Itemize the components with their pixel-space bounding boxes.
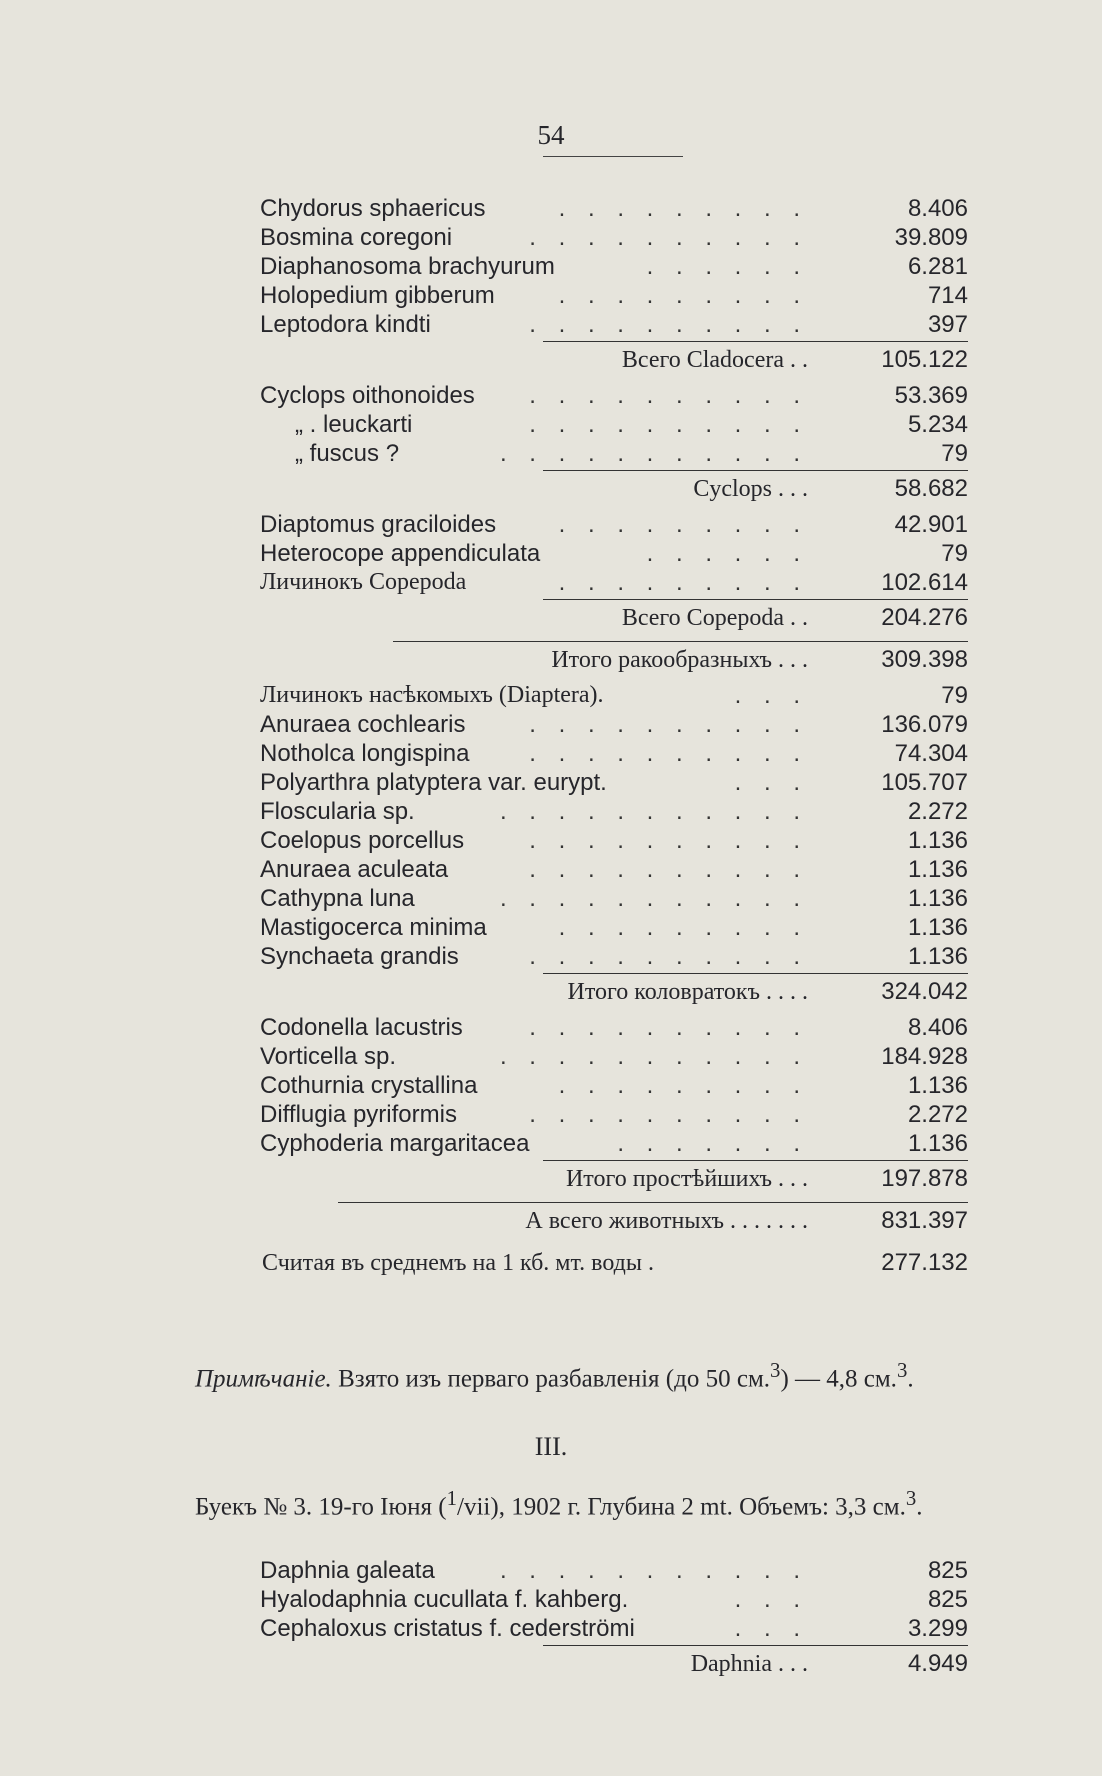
leader-dots: . . . . . . . . . . [529,740,808,767]
subtotal-row [260,1643,968,1685]
table-row [260,1013,968,1042]
count-value: 79 [941,682,968,709]
table-row [260,942,968,971]
subtotal-row [260,639,968,681]
note-sup-b: 3 [896,1358,908,1382]
leader-dots: . . . . . . . . . . . [499,440,808,467]
per-cubic-metre-row [260,1242,968,1284]
subtotal-label: Итого ракообразныхъ . . . [551,647,808,673]
species-name: Cephaloxus cristatus f. cederströmi [260,1615,635,1642]
footnote [195,1352,1040,1397]
subtotal-label: Daphnia . . . [690,1651,808,1677]
leader-dots: . . . . . . . . . . . [499,885,808,912]
buoy-frac-den: vii [463,1493,491,1521]
species-name: Vorticella sp. [260,1043,397,1070]
page-number-rule [543,156,683,157]
subtotal-value: 324.042 [881,978,968,1005]
subtotal-label: Всего Cladocera . . [621,347,808,373]
count-value: 1.136 [907,827,968,854]
table-row [260,710,968,739]
species-name: Daphnia galeata [260,1557,435,1584]
count-value: 397 [927,311,968,338]
species-name: Cathypna luna [260,885,415,912]
species-name: Floscularia sp. [260,798,415,825]
count-value: 102.614 [881,569,968,596]
note-label: Примѣчаніе. [195,1365,332,1393]
subtotal-row [260,971,968,1013]
leader-dots: . . . . . . . . . . [529,224,808,251]
species-name: Difflugia pyriformis [260,1101,457,1128]
buoy-frac-num: 1 [446,1486,458,1510]
count-value: 1.136 [907,1072,968,1099]
leader-dots: . . . . . . . . . . [529,711,808,738]
subtotal-value: 58.682 [894,475,968,502]
table-row [260,194,968,223]
species-name: Anuraea aculeata [260,856,449,883]
subtotal-row [260,339,968,381]
count-value: 1.136 [907,1130,968,1157]
species-name: „ fuscus ? [295,440,400,467]
species-name: Notholca longispina [260,740,470,767]
table-row [260,884,968,913]
section-heading: III. [534,1432,568,1461]
leader-dots: . . . . . . . . . [558,914,808,941]
species-name: Cyphoderia margaritacea [260,1130,530,1157]
leader-dots: . . . . . . [646,253,808,280]
table-row [260,1614,968,1643]
table-row [260,1129,968,1158]
note-sup-a: 3 [770,1358,781,1382]
subtotal-value: 105.122 [881,346,968,373]
table-row [260,768,968,797]
leader-dots: . . . . . . . . . . . [499,798,808,825]
table-row [260,1100,968,1129]
table-row [260,1585,968,1614]
table-row [260,855,968,884]
count-value: 39.809 [894,224,968,251]
table-row [260,739,968,768]
leader-dots: . . . . . . . . . . [529,311,808,338]
count-value: 825 [927,1586,968,1613]
note-text-c: . [907,1365,914,1393]
species-name: Bosmina coregoni [260,224,453,251]
species-name: Synchaeta grandis [260,943,459,970]
count-value: 1.136 [907,914,968,941]
leader-dots: . . . . . . [646,540,808,567]
leader-dots: . . . . . . . . . [558,511,808,538]
buoy-text-a: Буекъ № 3. 19-го Іюня ( [195,1493,447,1521]
buoy-description: Буекъ № 3. 19-го Іюня ($^1$/vii), 1902 г. Глубина 2 mt. Объемъ: 3,3 см.$^3$. [195,1486,923,1521]
count-value: 714 [927,282,968,309]
leader-dots: . . . . . . . . . . [529,1101,808,1128]
subtotal-label: Итого коловратокъ . . . . [567,979,808,1005]
table-row [260,381,968,410]
table-row [260,281,968,310]
leader-dots: . . . . . . . . . . [529,382,808,409]
species-name: Polyarthra platyptera var. eurypt. [260,769,607,796]
count-value: 5.234 [907,411,968,438]
table-row [260,1556,968,1585]
count-table-2 [260,1556,968,1685]
subtotal-row [260,597,968,639]
subtotal-label: Итого простѣйшихъ . . . [565,1166,808,1192]
leader-dots: . . . . . . . . . . [529,411,808,438]
count-value: 79 [941,540,968,567]
page-number: 54 [537,120,565,150]
table-row [260,1071,968,1100]
count-value: 136.079 [881,711,968,738]
subtotal-value: 204.276 [881,604,968,631]
subtotal-value: 197.878 [881,1165,968,1192]
leader-dots: . . . . . . . . . [558,569,808,596]
count-table [260,194,968,1284]
table-row [260,1042,968,1071]
buoy-text-c: . [916,1493,923,1521]
species-name: Anuraea cochlearis [260,711,466,738]
count-value: 6.281 [907,253,968,280]
leader-dots: . . . [734,1615,808,1642]
species-name: Holopedium gibberum [260,282,495,309]
count-value: 1.136 [907,885,968,912]
table-row [260,797,968,826]
table-row [260,913,968,942]
leader-dots: . . . [734,1586,808,1613]
per-cubic-label: Считая въ среднемъ на 1 кб. мт. воды . [262,1250,654,1276]
count-value: 8.406 [907,195,968,222]
leader-dots: . . . . . . . . . [558,195,808,222]
leader-dots: . . . . . . . . . . . [499,1557,808,1584]
leader-dots: . . . . . . . . . . [529,827,808,854]
table-row [260,223,968,252]
count-value: 8.406 [907,1014,968,1041]
subtotal-row [260,468,968,510]
leader-dots: . . . [734,769,808,796]
table-row [260,310,968,339]
leader-dots: . . . . . . . . . . [529,856,808,883]
count-value: 1.136 [907,943,968,970]
subtotal-value: 309.398 [881,646,968,673]
subtotal-label: Cyclops . . . [693,476,808,502]
count-value: 53.369 [894,382,968,409]
table-row [260,826,968,855]
per-cubic-value: 277.132 [881,1249,968,1276]
species-name: Личинокъ Copepoda [260,569,467,595]
grand-total-label: А всего животныхъ . . . . . . . [525,1208,808,1234]
table-row [260,681,968,710]
species-name: Codonella lacustris [260,1014,463,1041]
species-name: Diaphanosoma brachyurum [260,253,555,280]
leader-dots: . . . . . . . . . . [529,943,808,970]
leader-dots: . . . . . . . . . [558,1072,808,1099]
species-name: Cyclops oithonoides [260,382,475,409]
table-row [260,568,968,597]
count-value: 1.136 [907,856,968,883]
count-value: 79 [941,440,968,467]
count-value: 184.928 [881,1043,968,1070]
leader-dots: . . . . . . . . . . [529,1014,808,1041]
table-row [260,410,968,439]
leader-dots: . . . [734,682,808,709]
note-text-a: Взято изъ перваго разбавленія (до 50 см. [331,1365,771,1393]
count-value: 3.299 [907,1615,968,1642]
subtotal-value: 4.949 [907,1650,968,1677]
note-text-b: ) — 4,8 см. [780,1365,897,1393]
count-value: 105.707 [881,769,968,796]
species-name: Coelopus porcellus [260,827,465,854]
count-value: 74.304 [894,740,968,767]
grand-total-value: 831.397 [881,1207,968,1234]
species-name: Личинокъ насѣкомыхъ (Diaptera). [260,682,604,708]
grand-total-row [260,1200,968,1242]
table-row [260,252,968,281]
table-row [260,510,968,539]
leader-dots: . . . . . . . . . [558,282,808,309]
count-value: 2.272 [907,1101,968,1128]
count-value: 2.272 [907,798,968,825]
subtotal-row [260,1158,968,1200]
count-value: 825 [927,1557,968,1584]
species-name: Leptodora kindti [260,311,431,338]
species-name: „ . leuckarti [295,411,413,438]
species-name: Diaptomus graciloides [260,511,497,538]
species-name: Chydorus sphaericus [260,195,486,222]
species-name: Cothurnia crystallina [260,1072,478,1099]
species-name: Hyalodaphnia cucullata f. kahberg. [260,1586,629,1613]
leader-dots: . . . . . . . [617,1130,808,1157]
table-row [260,439,968,468]
table-row [260,539,968,568]
species-name: Mastigocerca minima [260,914,487,941]
species-name: Heterocope appendiculata [260,540,541,567]
buoy-text-b: ), 1902 г. Глубина 2 mt. Объемъ: 3,3 см. [490,1493,906,1521]
count-value: 42.901 [894,511,968,538]
buoy-sup: 3 [905,1486,917,1510]
subtotal-label: Всего Copepoda . . [621,605,808,631]
leader-dots: . . . . . . . . . . . [499,1043,808,1070]
